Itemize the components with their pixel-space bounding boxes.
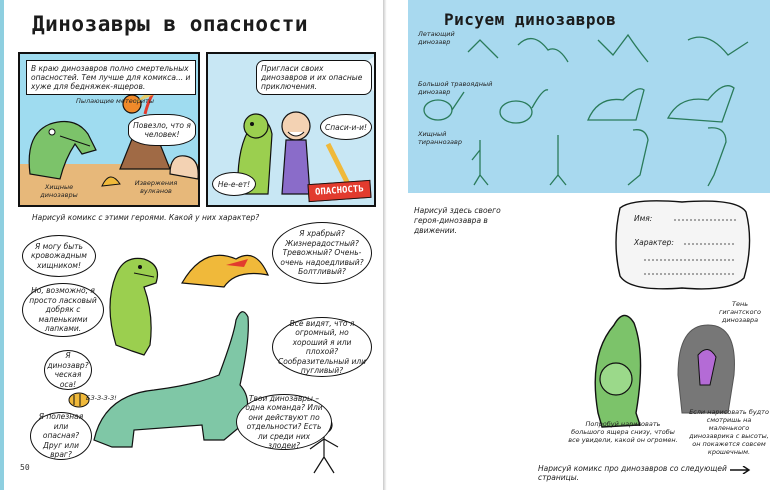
speech-bubble-help: Спаси-и-и! bbox=[320, 114, 372, 140]
left-page bbox=[4, 0, 384, 490]
comic-caption-1: В краю динозавров полно смертельных опасностей. Тем лучше для комикса... и хуже для бедняжек-ящеров. bbox=[26, 60, 196, 95]
speech-bubble-lucky: Повезло, что я человек! bbox=[128, 114, 196, 146]
card-character-label: Характер: bbox=[634, 238, 674, 247]
character-card bbox=[612, 198, 752, 292]
shadow-caption: Если нарисовать будто смотришь на маленького динозаврика с высоты, он покажется совсем крошечным. bbox=[689, 408, 769, 456]
bottom-prompt: Нарисуй комикс про динозавров со следующей страницы. bbox=[538, 464, 727, 482]
speech-bubble-2: Но, возможно, я просто ласковый добряк с маленькими лапками. bbox=[22, 283, 104, 337]
comic-strip bbox=[18, 52, 376, 207]
comic-caption-2: Пригласи своих динозавров и их опасные приключения. bbox=[256, 60, 372, 95]
page-title: Динозавры в опасности bbox=[32, 12, 309, 36]
card-name-label: Имя: bbox=[634, 214, 653, 223]
big-dino-caption: Попробуй нарисовать большого ящера снизу, чтобы все увидели, какой он огромен. bbox=[568, 420, 678, 444]
speech-bubble-3: Я храбрый? Жизнерадостный? Тревожный? Очень-очень надоедливый? Болтливый? bbox=[272, 222, 372, 284]
speech-bubble-7: Твои динозавры – одна команда? Или они действуют по отдельности? Есть ли среди них злодеи? bbox=[236, 394, 332, 450]
arrow-right-icon bbox=[730, 466, 752, 474]
comic-prompt: Нарисуй комикс с этими героями. Какой у них характер? bbox=[32, 213, 260, 222]
row-label-herbivore: Большой травоядный динозавр bbox=[418, 80, 493, 96]
label-meteorites: Пылающие метеориты bbox=[76, 97, 154, 105]
comic-panel-1 bbox=[18, 52, 200, 207]
drawing-title: Рисуем динозавров bbox=[444, 10, 617, 29]
speech-bubble-5: Я динозавр?ческая оса! bbox=[44, 350, 92, 390]
drawing-guide-panel bbox=[408, 0, 770, 193]
speech-bubble-6: Я полезная или опасная? Друг или враг? bbox=[30, 412, 92, 460]
speech-bubble-no: Не-е-ет! bbox=[212, 172, 256, 196]
speech-bubble-1: Я могу быть кровожадным хищником! bbox=[22, 235, 96, 277]
row-label-rex: Хищный тираннозавр bbox=[418, 130, 462, 146]
hero-prompt: Нарисуй здесь своего героя-динозавра в движении. bbox=[414, 206, 501, 235]
bee-sound: БЗ-З-З-З! bbox=[86, 394, 117, 402]
label-predators: Хищные динозавры bbox=[40, 183, 78, 199]
page-number: 50 bbox=[20, 463, 30, 472]
row-label-flying: Летающий динозавр bbox=[418, 30, 455, 46]
right-page bbox=[388, 0, 770, 490]
shadow-label: Тень гигантского динозавра bbox=[719, 300, 761, 324]
danger-label: ОПАСНОСТЬ bbox=[307, 180, 371, 202]
speech-bubble-4: Все видят, что я огромный, но хороший я или плохой? Сообразительный или пугливый? bbox=[272, 317, 372, 377]
label-volcanoes: Извержения вулканов bbox=[134, 179, 178, 195]
